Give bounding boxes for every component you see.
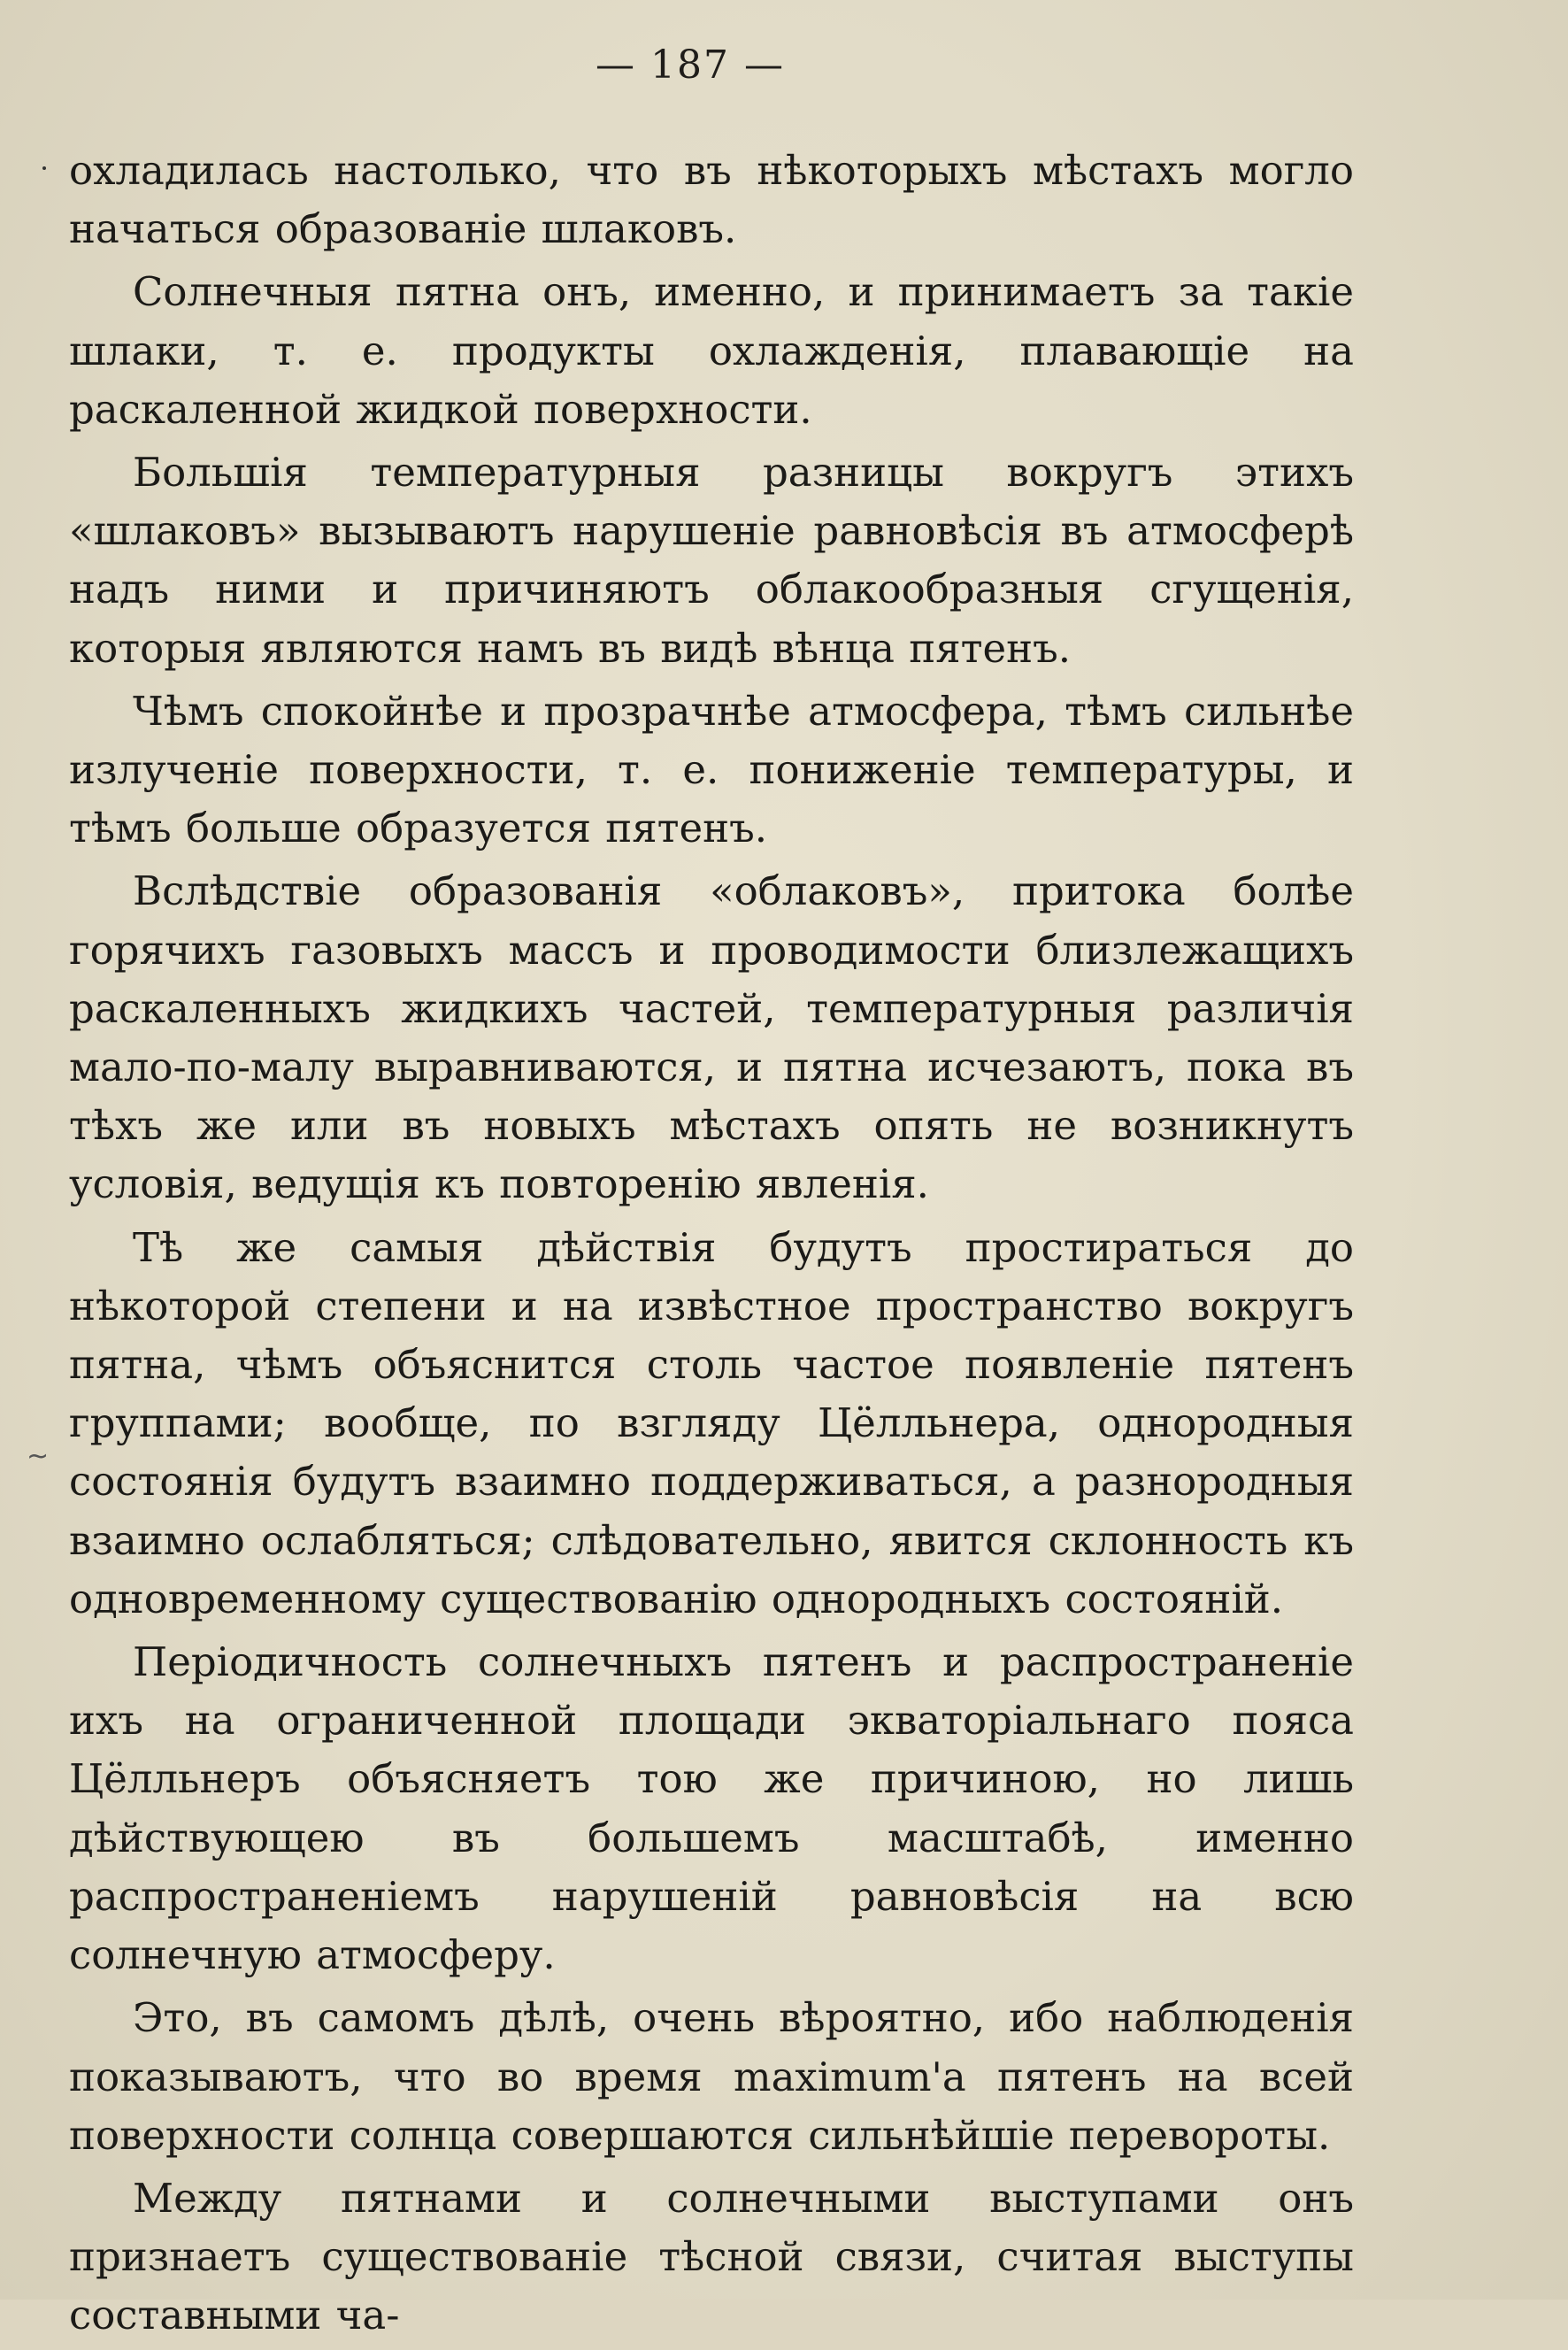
paragraph: Тѣ же самыя дѣйствія будутъ простираться до нѣкоторой степени и на извѣстное пространство вокругъ пятна, чѣмъ объяснится столь частое появленіе пятенъ группами; вообще, по взгляду Цёлльнера, однородныя состоянія будутъ взаимно поддерживаться, а разнородныя взаимно ослабляться; слѣдовательно, явится склонность къ одновременному существованію однородныхъ состояній.	[69, 1223, 1354, 1622]
page-number: — 187 —	[596, 42, 785, 88]
ink-dot	[42, 166, 46, 170]
paragraph: Между пятнами и солнечными выступами онъ признаетъ существованіе тѣсной связи, считая выступы составными ча-	[69, 2174, 1354, 2339]
body-text	[69, 142, 1354, 2350]
margin-mark: ~	[27, 1441, 50, 1472]
paragraph: Солнечныя пятна онъ, именно, и принимаетъ за такіе шлаки, т. е. продукты охлажденія, плавающіе на раскаленной жидкой поверхности.	[69, 268, 1354, 433]
paragraph: Вслѣдствіе образованія «облаковъ», притока болѣе горячихъ газовыхъ массъ и проводимости близлежащихъ раскаленныхъ жидкихъ частей, температурныя различія мало-по-малу выравниваются, и пятна исчезаютъ, пока въ тѣхъ же или въ новыхъ мѣстахъ опять не возникнутъ условія, ведущія къ повторенію явленія.	[69, 867, 1354, 1208]
paragraph: Чѣмъ спокойнѣе и прозрачнѣе атмосфера, тѣмъ сильнѣе излученіе поверхности, т. е. пониженіе температуры, и тѣмъ больше образуется пятенъ.	[69, 687, 1354, 852]
paragraph: Періодичность солнечныхъ пятенъ и распространеніе ихъ на ограниченной площади экваторіальнаго пояса Цёлльнеръ объясняетъ тою же причиною, но лишь дѣйствующею въ большемъ масштабѣ, именно распространеніемъ нарушеній равновѣсія на всю солнечную атмосферу.	[69, 1638, 1354, 1979]
paragraph-continuation: охладилась настолько, что въ нѣкоторыхъ мѣстахъ могло начаться образованіе шлаковъ.	[69, 147, 1354, 253]
paragraph: Большія температурныя разницы вокругъ этихъ «шлаковъ» вызываютъ нарушеніе равновѣсія въ атмосферѣ надъ ними и причиняютъ облакообразныя сгущенія, которыя являются намъ въ видѣ вѣнца пятенъ.	[69, 449, 1354, 672]
paragraph: Это, въ самомъ дѣлѣ, очень вѣроятно, ибо наблюденія показываютъ, что во время maximum'а пятенъ на всей поверхности солнца совершаются сильнѣйшіе перевороты.	[69, 1994, 1354, 2159]
